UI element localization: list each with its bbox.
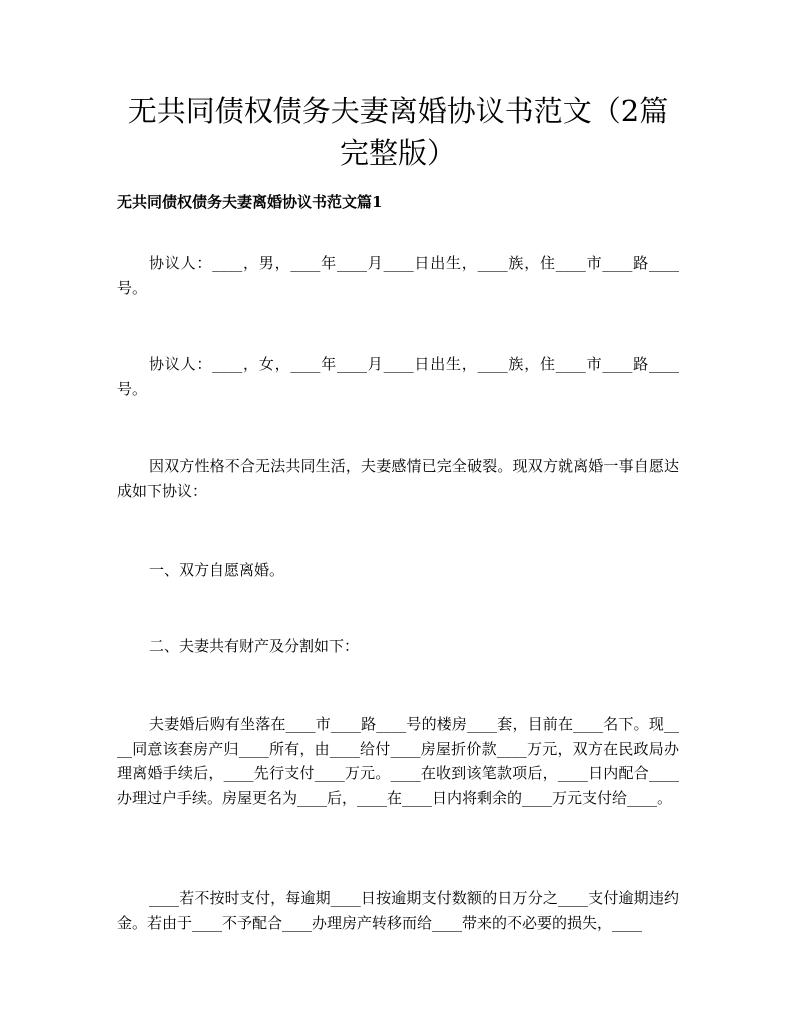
document-title-line1: 无共同债权债务夫妻离婚协议书范文（2篇 bbox=[127, 94, 669, 128]
document-title bbox=[117, 90, 679, 174]
section-heading: 无共同债权债务夫妻离婚协议书范文篇1 bbox=[117, 193, 383, 211]
paragraph-clause-1: 一、双方自愿离婚。 bbox=[149, 561, 285, 579]
paragraph-clause-2: 二、夫妻共有财产及分割如下： bbox=[149, 637, 360, 655]
paragraph-preamble: 因双方性格不合无法共同生活，夫妻感情已完全破裂。现双方就离婚一事自愿达成如下协议： bbox=[117, 457, 679, 500]
document-title-line2: 完整版） bbox=[339, 136, 456, 170]
paragraph-party-female: 协议人：____，女，____年____月____日出生，____族，住____市____路____号。 bbox=[117, 355, 679, 398]
paragraph-penalty: ____若不按时支付，每逾期____日按逾期支付数额的日万分之____支付逾期违约金。若由于____不予配合____办理房产转移而给____带来的不必要的损失，____ bbox=[117, 889, 679, 932]
paragraph-property: 夫妻婚后购有坐落在____市____路____号的楼房____套，目前在____名下。现____同意该套房产归____所有，由____给付____房屋折价款____万元，双方在民政局办理离婚手续后，____先行支付____万元。____在收到该笔款项后，____日内配合____办理过户手续。房屋更名为____后，____在____日内将剩余的____万元支付给____。 bbox=[117, 715, 679, 807]
paragraph-party-male: 协议人：____，男，____年____月____日出生，____族，住____市____路____号。 bbox=[117, 254, 679, 297]
